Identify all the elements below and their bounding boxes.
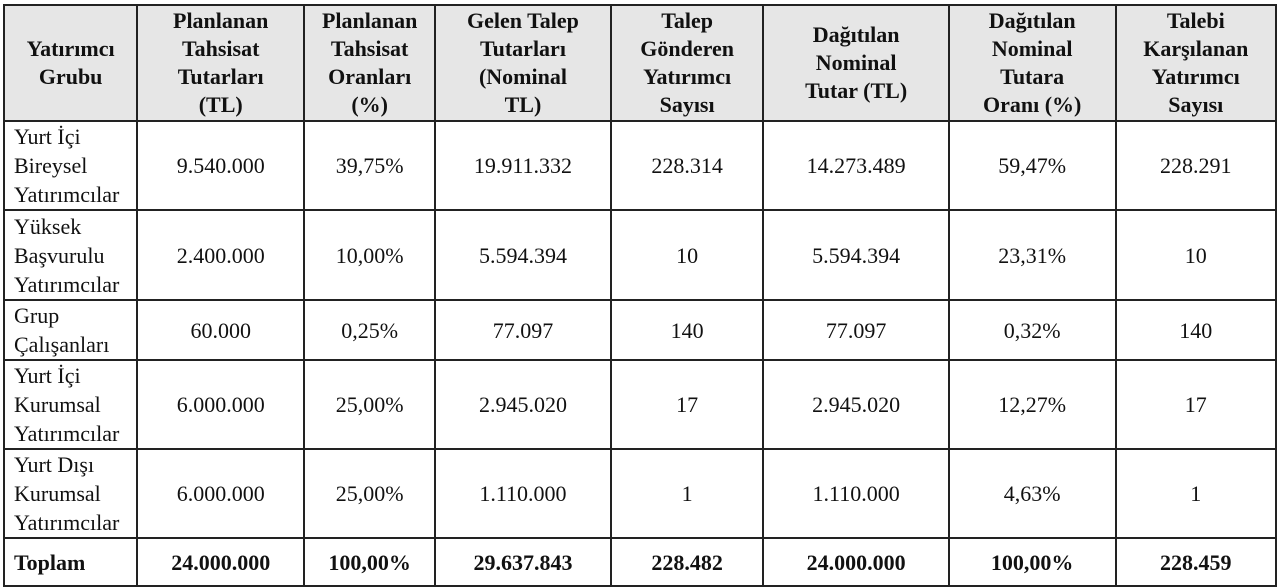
total-label: Toplam	[4, 538, 137, 586]
investor-group-cell: Grup Çalışanları	[4, 300, 137, 360]
header-cell	[435, 5, 611, 121]
header-distributed-ratio: Dağıtılan Nominal Tutara Oranı (%)	[982, 8, 1082, 117]
header-planned-amount: Planlanan Tahsisat Tutarları (TL)	[173, 8, 269, 117]
table-cell: 77.097	[435, 300, 611, 360]
total-cell: 24.000.000	[763, 538, 948, 586]
header-cell	[304, 5, 435, 121]
total-cell: 228.482	[611, 538, 764, 586]
table-cell: 2.400.000	[137, 210, 304, 300]
table-cell: 140	[1116, 300, 1276, 360]
header-cell	[1116, 5, 1276, 121]
header-requesting-investors: Talep Gönderen Yatırımcı Sayısı	[640, 8, 734, 117]
table-cell: 25,00%	[304, 449, 435, 538]
investor-group-cell: Yurt Dışı Kurumsal Yatırımcılar	[4, 449, 137, 538]
table-cell: 39,75%	[304, 121, 435, 210]
table-cell: 5.594.394	[435, 210, 611, 300]
table-cell: 9.540.000	[137, 121, 304, 210]
table-row	[4, 121, 1276, 210]
total-cell: 100,00%	[949, 538, 1116, 586]
table-cell: 140	[611, 300, 764, 360]
header-cell	[137, 5, 304, 121]
table-cell: 2.945.020	[435, 360, 611, 449]
header-distributed-nominal: Dağıtılan Nominal Tutar (TL)	[805, 22, 908, 103]
total-cell: 228.459	[1116, 538, 1276, 586]
table-cell: 59,47%	[949, 121, 1116, 210]
table-cell: 1.110.000	[435, 449, 611, 538]
header-row	[4, 5, 1276, 121]
table-cell: 5.594.394	[763, 210, 948, 300]
table-cell: 4,63%	[949, 449, 1116, 538]
investor-group-cell: Yurt İçi Kurumsal Yatırımcılar	[4, 360, 137, 449]
table-cell: 6.000.000	[137, 360, 304, 449]
table-cell: 10	[1116, 210, 1276, 300]
table-cell: 12,27%	[949, 360, 1116, 449]
table-row	[4, 449, 1276, 538]
table-cell: 77.097	[763, 300, 948, 360]
investor-group-cell: Yurt İçi Bireysel Yatırımcılar	[4, 121, 137, 210]
table-row	[4, 210, 1276, 300]
investor-group-cell: Yüksek Başvurulu Yatırımcılar	[4, 210, 137, 300]
total-cell: 100,00%	[304, 538, 435, 586]
table-cell: 60.000	[137, 300, 304, 360]
table-cell: 1	[1116, 449, 1276, 538]
table-cell: 10	[611, 210, 764, 300]
table-cell: 17	[611, 360, 764, 449]
table-cell: 25,00%	[304, 360, 435, 449]
header-planned-ratio: Planlanan Tahsisat Oranları (%)	[321, 8, 418, 117]
header-fulfilled-investors: Talebi Karşılanan Yatırımcı Sayısı	[1143, 8, 1249, 117]
table-cell: 23,31%	[949, 210, 1116, 300]
table-cell: 228.314	[611, 121, 764, 210]
table-cell: 1.110.000	[763, 449, 948, 538]
header-investor-group: Yatırımcı Grubu	[26, 36, 115, 89]
table-cell: 0,25%	[304, 300, 435, 360]
total-cell: 24.000.000	[137, 538, 304, 586]
table-cell: 1	[611, 449, 764, 538]
header-cell	[763, 5, 948, 121]
table-cell: 17	[1116, 360, 1276, 449]
table-row	[4, 360, 1276, 449]
header-cell	[611, 5, 764, 121]
table-cell: 14.273.489	[763, 121, 948, 210]
header-cell	[949, 5, 1116, 121]
table-row	[4, 300, 1276, 360]
header-cell	[4, 5, 137, 121]
table-cell: 6.000.000	[137, 449, 304, 538]
allocation-table	[3, 4, 1277, 587]
total-cell: 29.637.843	[435, 538, 611, 586]
total-row	[4, 538, 1276, 586]
table-cell: 228.291	[1116, 121, 1276, 210]
table-cell: 10,00%	[304, 210, 435, 300]
table-cell: 2.945.020	[763, 360, 948, 449]
table-cell: 19.911.332	[435, 121, 611, 210]
table-cell: 0,32%	[949, 300, 1116, 360]
header-demand-amount: Gelen Talep Tutarları (Nominal TL)	[467, 8, 579, 117]
